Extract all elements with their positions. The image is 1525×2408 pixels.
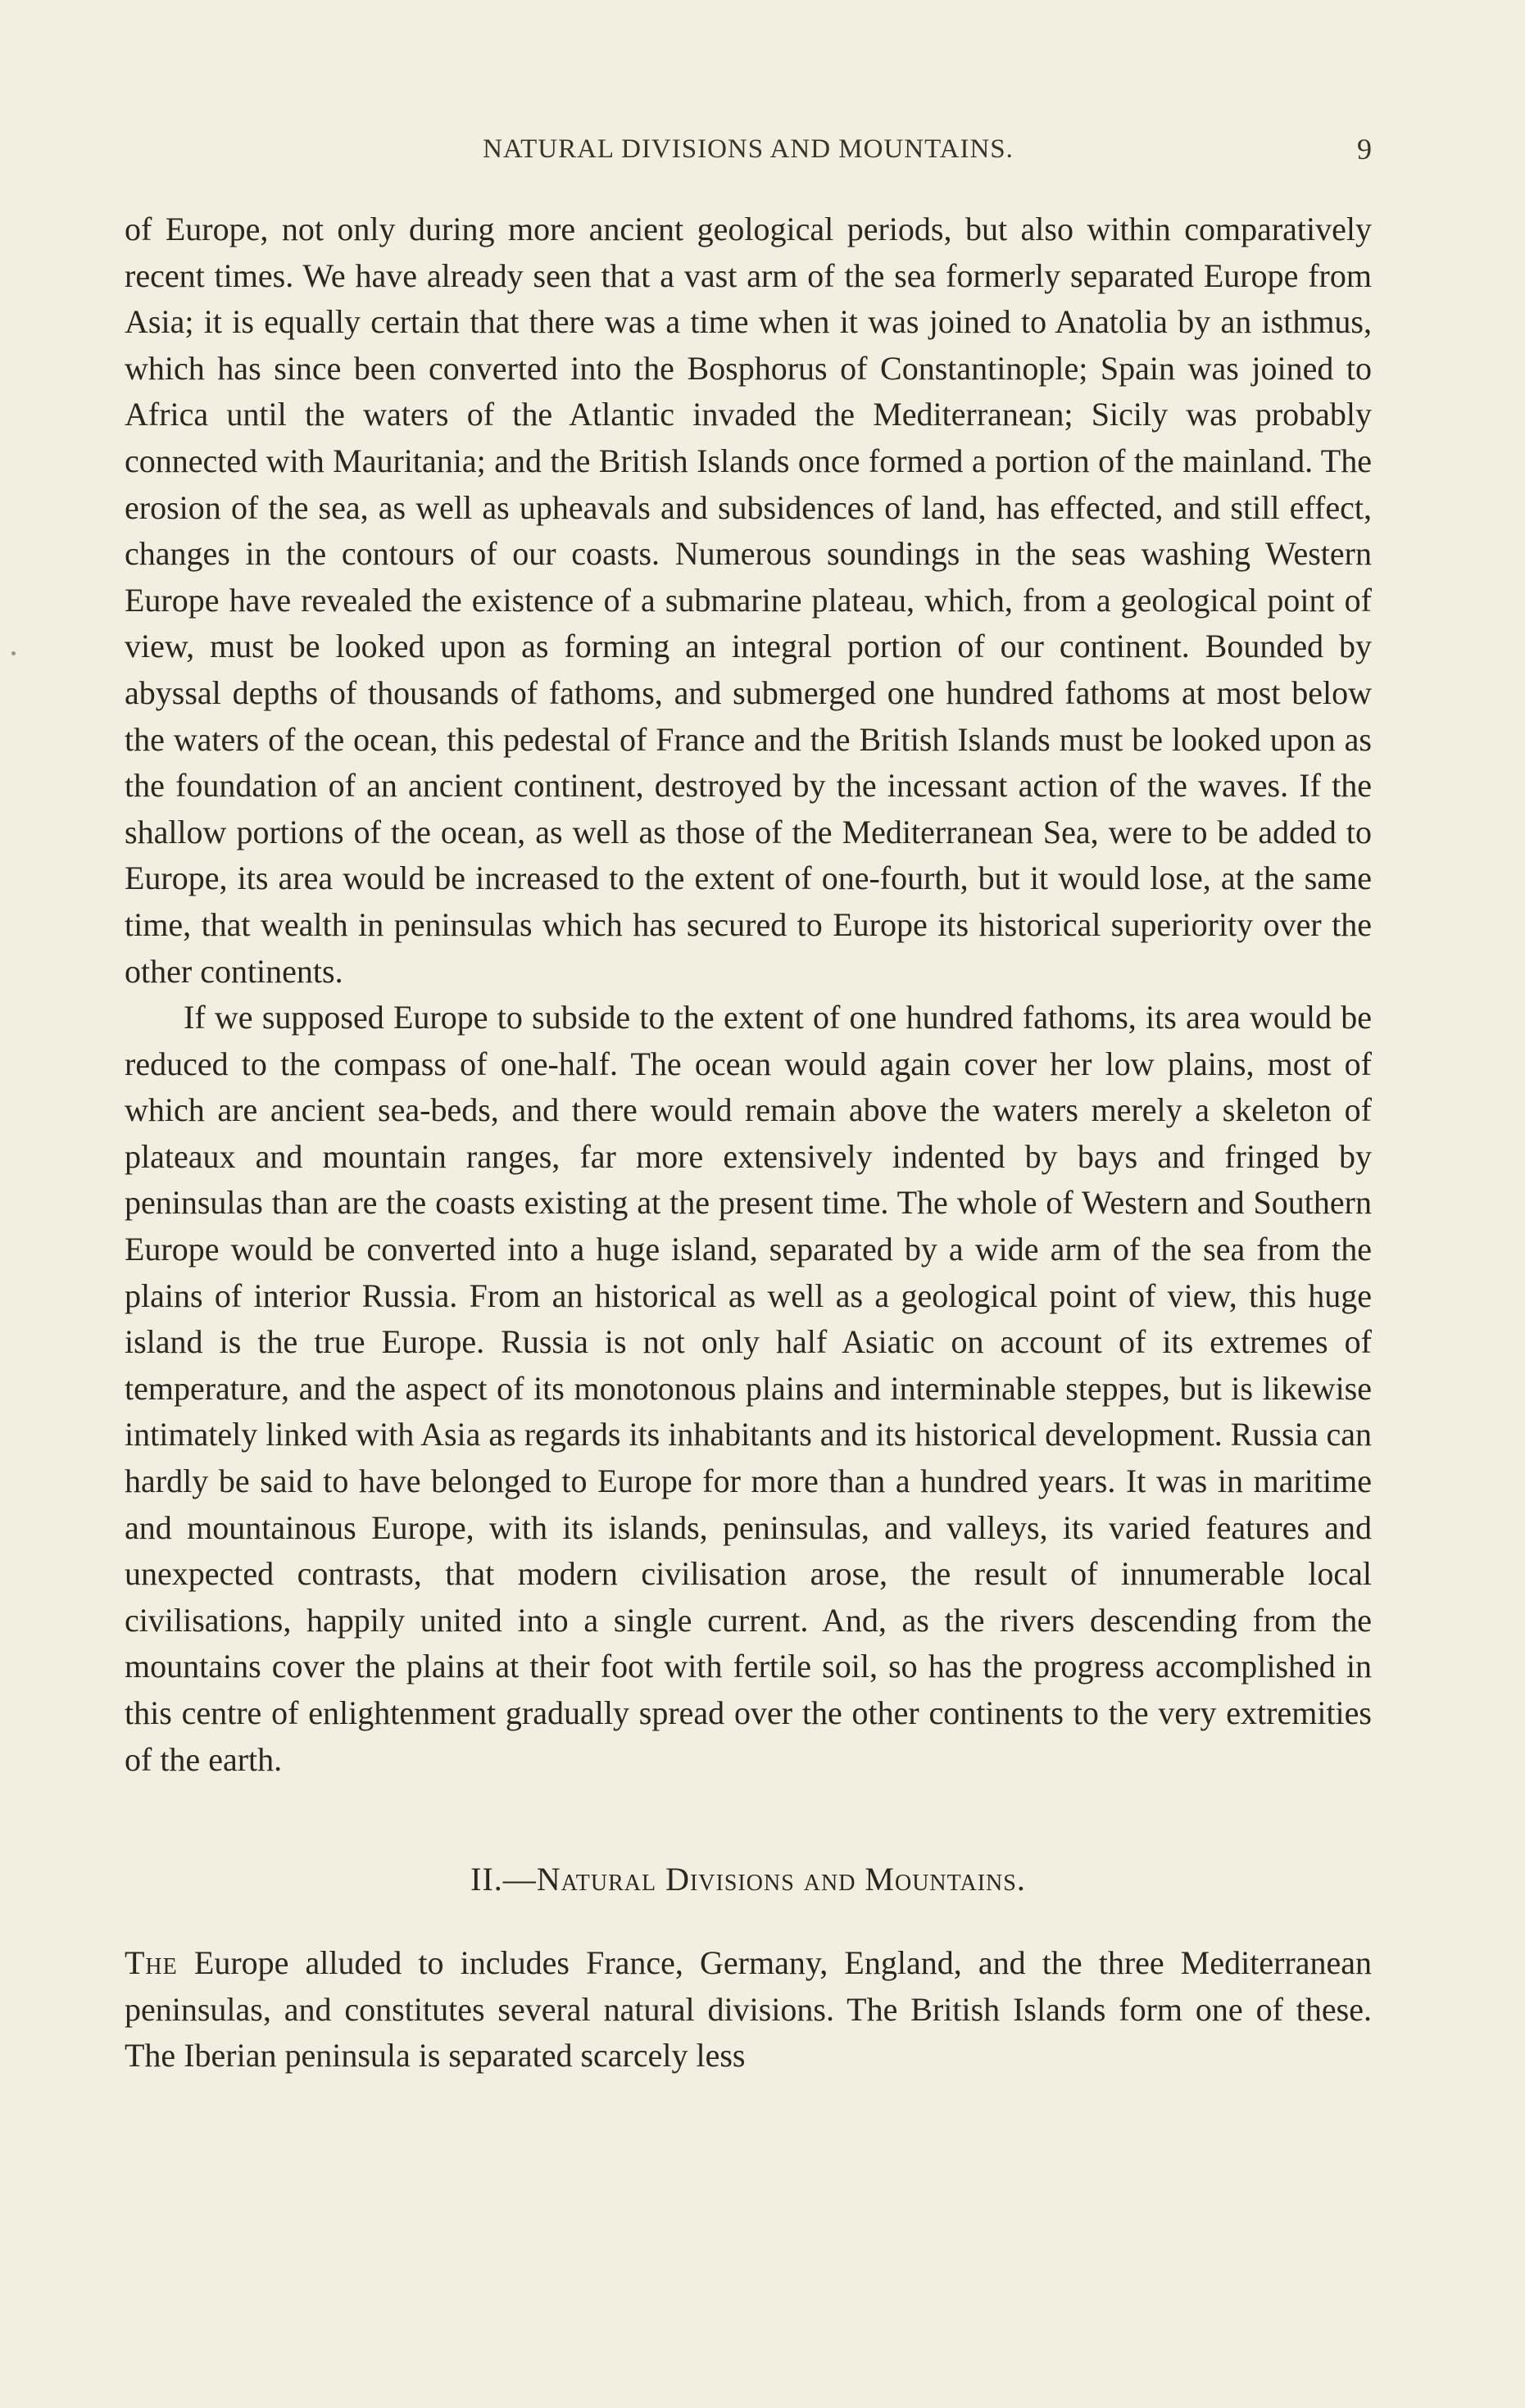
page-number: 9 xyxy=(1357,133,1372,166)
section-paragraph xyxy=(125,1940,1372,2079)
running-head xyxy=(125,131,1372,167)
paragraph-continued: of Europe, not only during more ancient geological periods, but also within comparatively recent times. We have already seen that a vast arm of the sea formerly separated Europe from Asia; it is equally certain that there was a time when it was joined to Anatolia by an isthmus, which has since been converted into the Bosphorus of Constantinople; Spain was joined to Africa until the waters of the Atlantic invaded the Mediterranean; Sicily was probably connected with Mauritania; and the British Islands once formed a portion of the mainland. The erosion of the sea, as well as upheavals and subsidences of land, has effected, and still effect, changes in the contours of our coasts. Numerous soundings in the seas washing Western Europe have revealed the existence of a submarine plateau, which, from a geological point of view, must be looked upon as forming an integral portion of our continent. Bounded by abyssal depths of thousands of fathoms, and submerged one hundred fathoms at most below the waters of the ocean, this pedestal of France and the British Islands must be looked upon as the foundation of an ancient continent, destroyed by the incessant action of the waves. If the shallow portions of the ocean, as well as those of the Mediterranean Sea, were to be added to Europe, its area would be increased to the extent of one-fourth, but it would lose, at the same time, that wealth in peninsulas which has secured to Europe its historical superiority over the other continents. xyxy=(125,211,1372,990)
section-heading: II.—Natural Divisions and Mountains. xyxy=(470,1861,1026,1898)
running-title: NATURAL DIVISIONS AND MOUNTAINS. xyxy=(483,134,1014,164)
body-text xyxy=(125,206,1372,2079)
paragraph-subside: If we supposed Europe to subside to the extent of one hundred fathoms, its area would be reduced to the compass of one-half. The ocean would again cover her low plains, most of which are ancient sea-beds, and there would remain above the waters merely a skeleton of plateaux and mountain ranges, far more extensively indented by bays and fringed by peninsulas than are the coasts existing at the present time. The whole of Western and Southern Europe would be converted into a huge island, separated by a wide arm of the sea from the plains of interior Russia. From an historical as well as a geological point of view, this huge island is the true Europe. Russia is not only half Asiatic on account of its extremes of temperature, and the aspect of its monotonous plains and interminable steppes, but is likewise intimately linked with Asia as regards its inhabitants and its historical development. Russia can hardly be said to have belonged to Europe for more than a hundred years. It was in maritime and mountainous Europe, with its islands, peninsulas, and valleys, its varied features and unexpected contrasts, that modern civilisation arose, the result of innumerable local civilisations, happily united into a single current. And, as the rivers descending from the mountains cover the plains at their foot with fertile soil, so has the progress accomplished in this centre of enlightenment gradually spread over the other continents to the very extremities of the earth. xyxy=(125,999,1372,1778)
lead-word: The xyxy=(125,1944,178,1982)
margin-speck xyxy=(11,651,16,655)
section-paragraph-text: Europe alluded to includes France, Germany, England, and the three Mediterranean peninsulas, and constitutes several natural divisions. The British Islands form one of these. The Iberian peninsula is separated scarcely less xyxy=(125,1944,1372,2075)
